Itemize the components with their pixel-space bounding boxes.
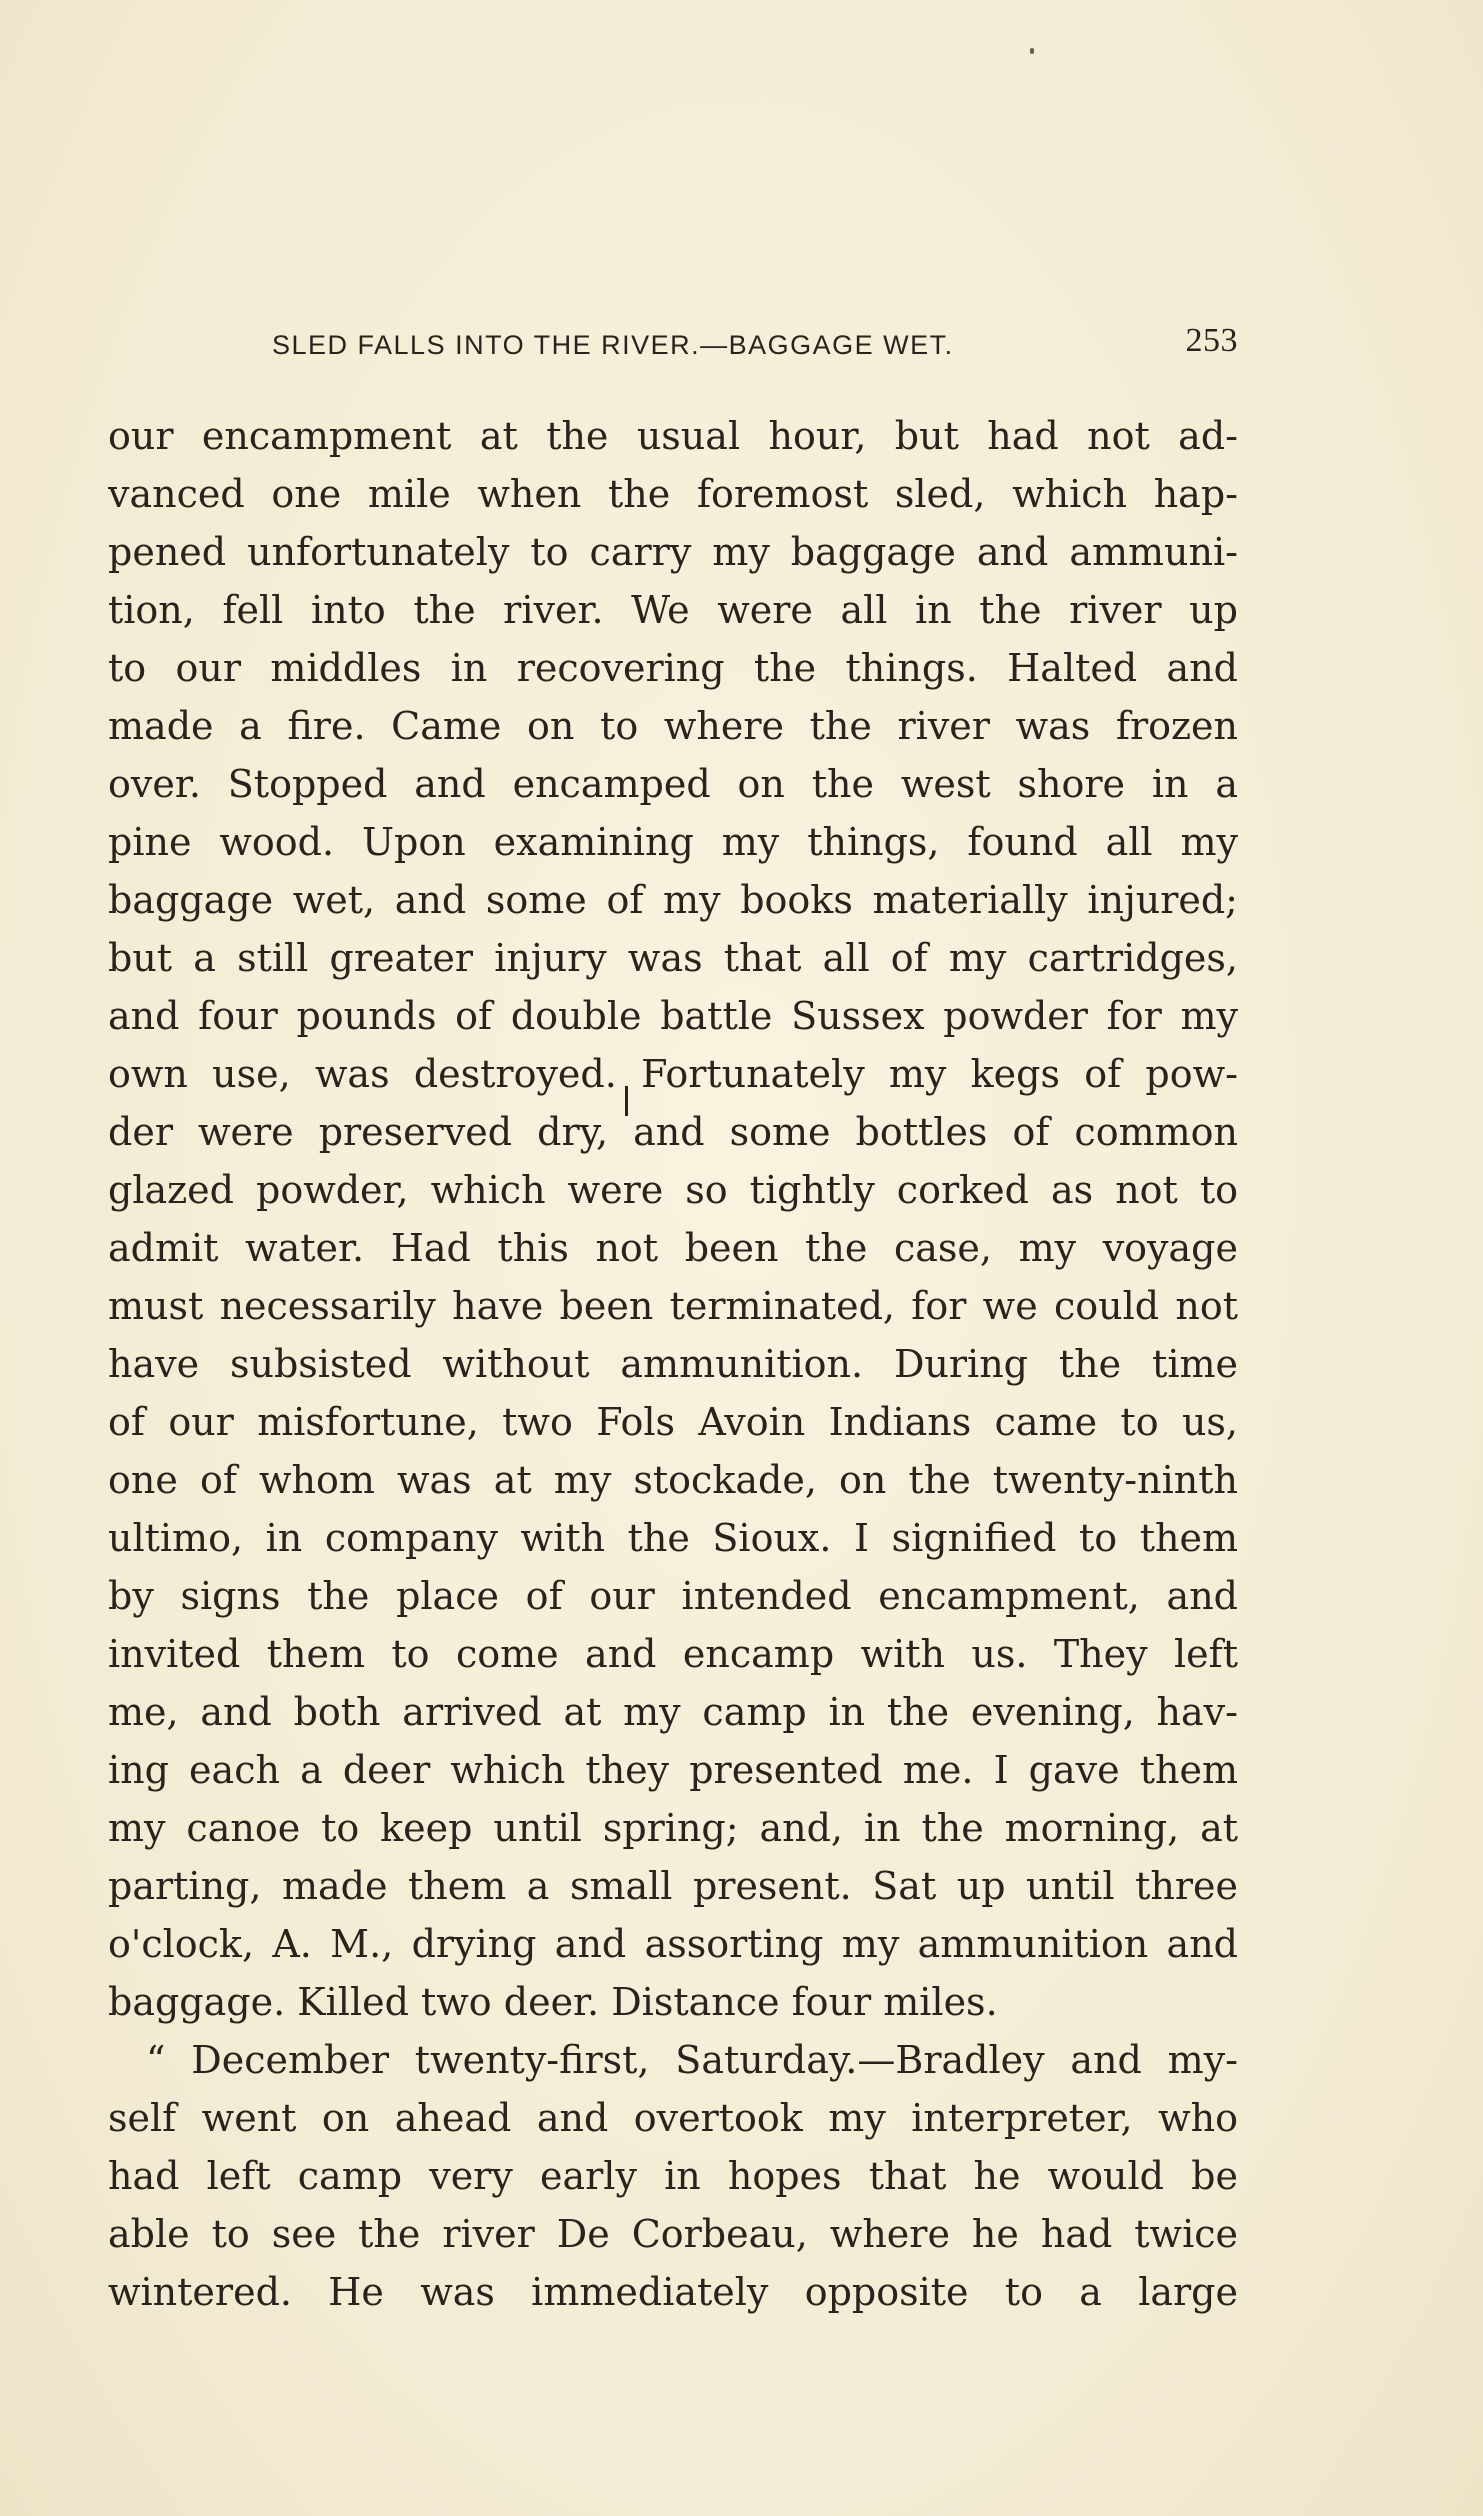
text-line: own use, was destroyed. Fortunately my kegs of pow- — [108, 1052, 1238, 1096]
text-line: ing each a deer which they presented me. I gave them — [108, 1748, 1238, 1792]
text-line: my canoe to keep until spring; and, in the morning, at — [108, 1806, 1238, 1850]
text-line: baggage. Killed two deer. Distance four miles. — [108, 1980, 998, 2024]
text-line: by signs the place of our intended encampment, and — [108, 1574, 1238, 1618]
text-line: over. Stopped and encamped on the west shore in a — [108, 762, 1238, 806]
body-text — [108, 407, 1238, 2321]
text-line: glazed powder, which were so tightly corked as not to — [108, 1168, 1238, 1212]
text-line: o'clock, A. M., drying and assorting my ammunition and — [108, 1922, 1238, 1966]
text-line: have subsisted without ammunition. During the time — [108, 1342, 1238, 1386]
text-line: had left camp very early in hopes that he would be — [108, 2154, 1238, 2198]
text-line: must necessarily have been terminated, for we could not — [108, 1284, 1238, 1328]
text-line: der were preserved dry, and some bottles of common — [108, 1110, 1238, 1154]
running-head — [272, 322, 1238, 366]
text-line: but a still greater injury was that all of my cartridges, — [108, 936, 1238, 980]
text-line: “ December twenty-first, Saturday.—Bradley and my- — [146, 2038, 1238, 2082]
text-line: me, and both arrived at my camp in the evening, hav- — [108, 1690, 1238, 1734]
text-line: one of whom was at my stockade, on the twenty-ninth — [108, 1458, 1238, 1502]
text-line: ultimo, in company with the Sioux. I signified to them — [108, 1516, 1238, 1560]
text-line: baggage wet, and some of my books materially injured; — [108, 878, 1238, 922]
text-line: and four pounds of double battle Sussex powder for my — [108, 994, 1238, 1038]
text-line: of our misfortune, two Fols Avoin Indians came to us, — [108, 1400, 1238, 1444]
text-line: able to see the river De Corbeau, where he had twice — [108, 2212, 1238, 2256]
page-number: 253 — [1185, 322, 1238, 359]
text-line: vanced one mile when the foremost sled, which hap- — [108, 472, 1238, 516]
text-line: made a fire. Came on to where the river was frozen — [108, 704, 1238, 748]
text-line: our encampment at the usual hour, but had not ad- — [108, 414, 1238, 458]
text-line: to our middles in recovering the things. Halted and — [108, 646, 1238, 690]
text-line: self went on ahead and overtook my interpreter, who — [108, 2096, 1238, 2140]
text-line: pine wood. Upon examining my things, found all my — [108, 820, 1238, 864]
running-head-title: SLED FALLS INTO THE RIVER.—BAGGAGE WET. — [272, 330, 954, 360]
ink-speck — [1030, 48, 1034, 54]
text-line: parting, made them a small present. Sat up until three — [108, 1864, 1238, 1908]
text-line: tion, fell into the river. We were all in the river up — [108, 588, 1238, 632]
text-line: invited them to come and encamp with us. They left — [108, 1632, 1238, 1676]
text-line: pened unfortunately to carry my baggage and ammuni- — [108, 530, 1238, 574]
text-line: wintered. He was immediately opposite to a large — [108, 2270, 1238, 2314]
text-line: admit water. Had this not been the case, my voyage — [108, 1226, 1238, 1270]
